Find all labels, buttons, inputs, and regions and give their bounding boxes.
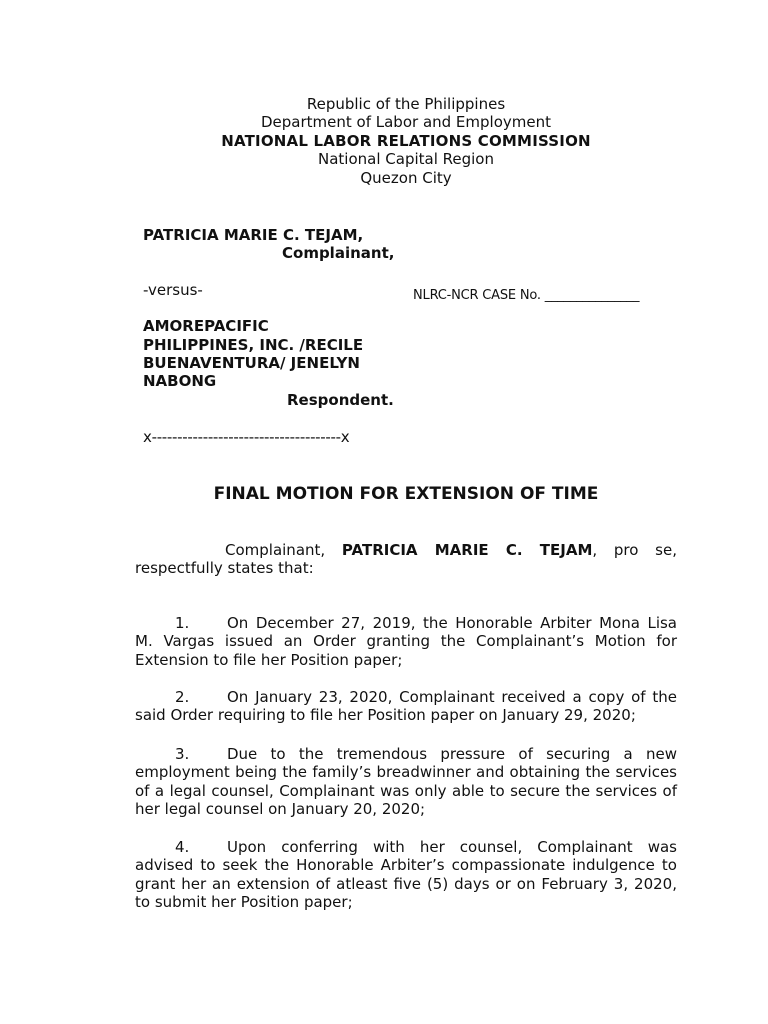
paragraph-text: On December 27, 2019, the Honorable Arbiter Mona Lisa M. Vargas issued an Order granting the Complainant’s Motion for Extension to file her Position paper; bbox=[135, 614, 677, 669]
intro-name: PATRICIA MARIE C. TEJAM bbox=[341, 541, 593, 559]
header-republic: Republic of the Philippines bbox=[306, 95, 506, 113]
paragraph-text: Upon conferring with her counsel, Complainant was advised to seek the Honorable Arbiter’s compassionate indulgence to grant her an extension of atleast five (5) days or on February 3, 2020, to submit her Position paper; bbox=[135, 838, 677, 911]
numbered-paragraph-4 bbox=[135, 838, 677, 911]
numbered-paragraph-3 bbox=[135, 745, 677, 818]
respondent-role: Respondent. bbox=[287, 391, 394, 409]
case-number: NLRC-NCR CASE No. _______________ bbox=[413, 288, 640, 303]
intro-post: , pro se, respectfully states that: bbox=[135, 541, 677, 578]
paragraph-number: 4. bbox=[175, 838, 190, 856]
paragraph-number: 3. bbox=[175, 745, 190, 763]
header-region: National Capital Region bbox=[318, 150, 494, 168]
header-city: Quezon City bbox=[360, 169, 452, 187]
document-title: FINAL MOTION FOR EXTENSION OF TIME bbox=[213, 484, 599, 504]
caption-divider: x-------------------------------------x bbox=[143, 428, 350, 446]
versus-label: -versus- bbox=[143, 281, 203, 299]
respondent-line-4: NABONG bbox=[143, 372, 217, 390]
complainant-role: Complainant, bbox=[282, 244, 395, 262]
numbered-paragraph-1 bbox=[135, 614, 677, 669]
respondent-line-3: BUENAVENTURA/ JENELYN bbox=[143, 354, 360, 372]
paragraph-text: Due to the tremendous pressure of securing a new employment being the family’s breadwinner and obtaining the services of a legal counsel, Complainant was only able to secure the services of her legal counsel on January 20, 2020; bbox=[135, 745, 677, 818]
paragraph-number: 1. bbox=[175, 614, 190, 632]
intro-pre: Complainant, bbox=[225, 541, 342, 559]
header-department: Department of Labor and Employment bbox=[261, 113, 551, 131]
paragraph-number: 2. bbox=[175, 688, 190, 706]
numbered-paragraph-2 bbox=[135, 688, 677, 725]
respondent-line-2: PHILIPPINES, INC. /RECILE bbox=[143, 336, 364, 354]
complainant-name: PATRICIA MARIE C. TEJAM, bbox=[143, 226, 364, 244]
respondent-line-1: AMOREPACIFIC bbox=[143, 317, 269, 335]
intro-paragraph bbox=[135, 541, 677, 578]
paragraph-text: On January 23, 2020, Complainant received a copy of the said Order requiring to file her Position paper on January 29, 2020; bbox=[135, 688, 677, 725]
header-commission: NATIONAL LABOR RELATIONS COMMISSION bbox=[221, 132, 591, 150]
